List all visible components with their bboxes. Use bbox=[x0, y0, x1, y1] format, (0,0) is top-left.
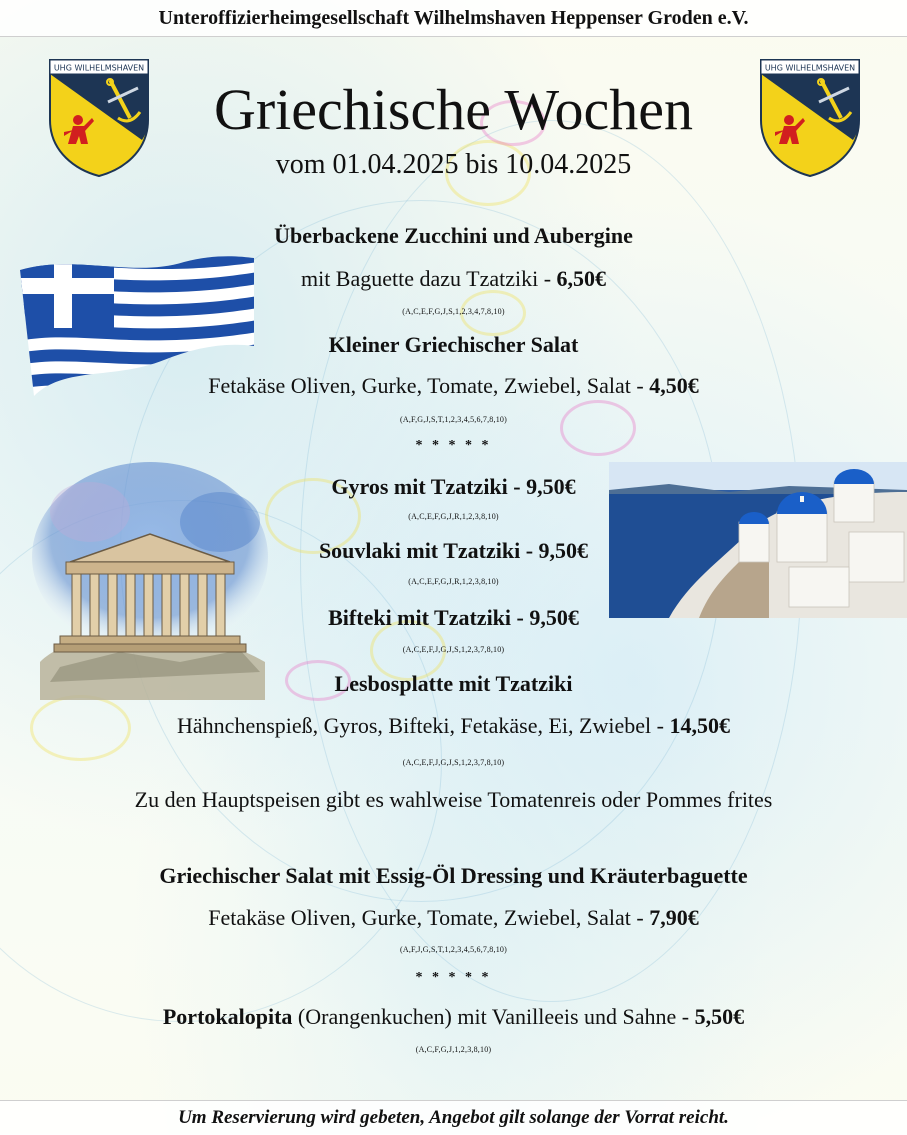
dish-price: 7,90€ bbox=[649, 905, 699, 930]
reservation-note: Um Reservierung wird gebeten, Angebot gilt solange der Vorrat reicht. bbox=[0, 1100, 907, 1135]
dish-allergens: (A,C,E,F,G,J,S,1,2,3,4,7,8,10) bbox=[402, 307, 505, 316]
dish-allergens: (A,C,E,F,G,J,R,1,2,3,8,10) bbox=[408, 577, 499, 586]
dish-name-gyros: Gyros mit Tzatziki - 9,50€ bbox=[331, 474, 576, 499]
dish-desc-text: (Orangenkuchen) mit Vanilleeis und Sahne - bbox=[292, 1004, 695, 1029]
dish-price: 4,50€ bbox=[649, 373, 699, 398]
event-title: Griechische Wochen bbox=[213, 77, 693, 142]
dish-name-zucchini: Überbackene Zucchini und Aubergine bbox=[274, 223, 633, 248]
event-dates: vom 01.04.2025 bis 10.04.2025 bbox=[275, 149, 632, 180]
dish-allergens: (A,C,E,F,J,G,J,S,1,2,3,7,8,10) bbox=[402, 645, 505, 654]
dish-price: 6,50€ bbox=[556, 266, 607, 291]
club-crest-left bbox=[48, 58, 150, 178]
dish-name-lesbos-platter: Lesbosplatte mit Tzatziki bbox=[334, 671, 573, 696]
dish-desc-text: Hähnchenspieß, Gyros, Bifteki, Fetakäse, Ei, Zwiebel - bbox=[177, 713, 670, 738]
dish-desc-zucchini bbox=[0, 264, 907, 294]
dish-desc-greek-salad bbox=[0, 903, 907, 933]
dish-name-souvlaki: Souvlaki mit Tzatziki - 9,50€ bbox=[318, 538, 589, 563]
section-separator: * * * * * bbox=[415, 438, 492, 453]
dish-desc-small-salad bbox=[0, 371, 907, 401]
dish-allergens: (A,C,E,F,J,G,J,S,1,2,3,7,8,10) bbox=[402, 758, 505, 767]
sides-note: Zu den Hauptspeisen gibt es wahlweise Tomatenreis oder Pommes frites bbox=[134, 787, 773, 812]
dish-allergens: (A,F,J,G,S,T,1,2,3,4,5,6,7,8,10) bbox=[400, 945, 507, 954]
club-crest-right bbox=[759, 58, 861, 178]
dish-allergens: (A,C,E,F,G,J,R,1,2,3,8,10) bbox=[408, 512, 499, 521]
dish-allergens: (A,C,F,G,J,1,2,3,8,10) bbox=[415, 1045, 492, 1054]
dish-allergens: (A,F,G,J,S,T,1,2,3,4,5,6,7,8,10) bbox=[400, 415, 507, 424]
dish-price: 14,50€ bbox=[669, 713, 730, 738]
dish-desc-lesbos-platter bbox=[0, 711, 907, 741]
dish-desc-text: Fetakäse Oliven, Gurke, Tomate, Zwiebel, Salat - bbox=[208, 373, 650, 398]
dish-name-small-salad: Kleiner Griechischer Salat bbox=[328, 332, 579, 357]
dish-name-bifteki: Bifteki mit Tzatziki - 9,50€ bbox=[328, 605, 579, 630]
dish-name-portokalopita: Portokalopita bbox=[162, 1004, 293, 1029]
organization-header: Unteroffizierheimgesellschaft Wilhelmshaven Heppenser Groden e.V. bbox=[0, 0, 907, 37]
dish-desc-text: Fetakäse Oliven, Gurke, Tomate, Zwiebel, Salat - bbox=[208, 905, 650, 930]
section-separator: * * * * * bbox=[415, 970, 492, 985]
crest-top-text: UHG WILHELMSHAVEN bbox=[764, 63, 856, 73]
dish-name-greek-salad: Griechischer Salat mit Essig-Öl Dressing und Kräuterbaguette bbox=[159, 863, 748, 888]
crest-top-text: UHG WILHELMSHAVEN bbox=[53, 63, 145, 73]
dish-price: 5,50€ bbox=[694, 1004, 745, 1029]
dish-dessert bbox=[0, 1002, 907, 1032]
dish-desc-text: mit Baguette dazu Tzatziki - bbox=[300, 266, 557, 291]
